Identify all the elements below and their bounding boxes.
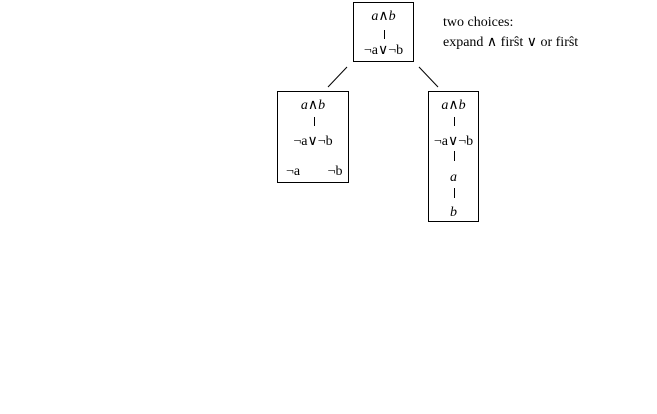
root-connector: [384, 30, 385, 39]
right-connector-3: [454, 188, 455, 198]
left-formula-2: ¬a∨¬b: [293, 134, 333, 149]
right-formula-1: a∧b: [441, 98, 466, 113]
root-formula-1: a∧b: [371, 9, 396, 24]
root-formula-2: ¬a∨¬b: [363, 43, 404, 58]
right-formula-4: b: [450, 205, 457, 220]
annotation-line-2: expand ∧ firŝt ∨ or firŝt: [443, 35, 579, 50]
right-connector-2: [454, 151, 455, 161]
right-connector-1: [454, 117, 455, 126]
left-tableau-box: [277, 91, 349, 183]
right-formula-2: ¬a∨¬b: [433, 134, 474, 149]
right-formula-3: a: [450, 170, 457, 185]
root-tableau-box: [353, 2, 414, 62]
right-tableau-box: [428, 91, 479, 222]
left-branch-not-a: ¬a: [285, 164, 301, 179]
edge-root-right: [419, 67, 438, 87]
edge-root-left: [328, 67, 347, 87]
annotation-line-1: two choices:: [443, 15, 514, 30]
left-branch-not-b: ¬b: [327, 164, 343, 179]
left-formula-1: a∧b: [300, 98, 326, 113]
left-connector: [314, 117, 315, 126]
